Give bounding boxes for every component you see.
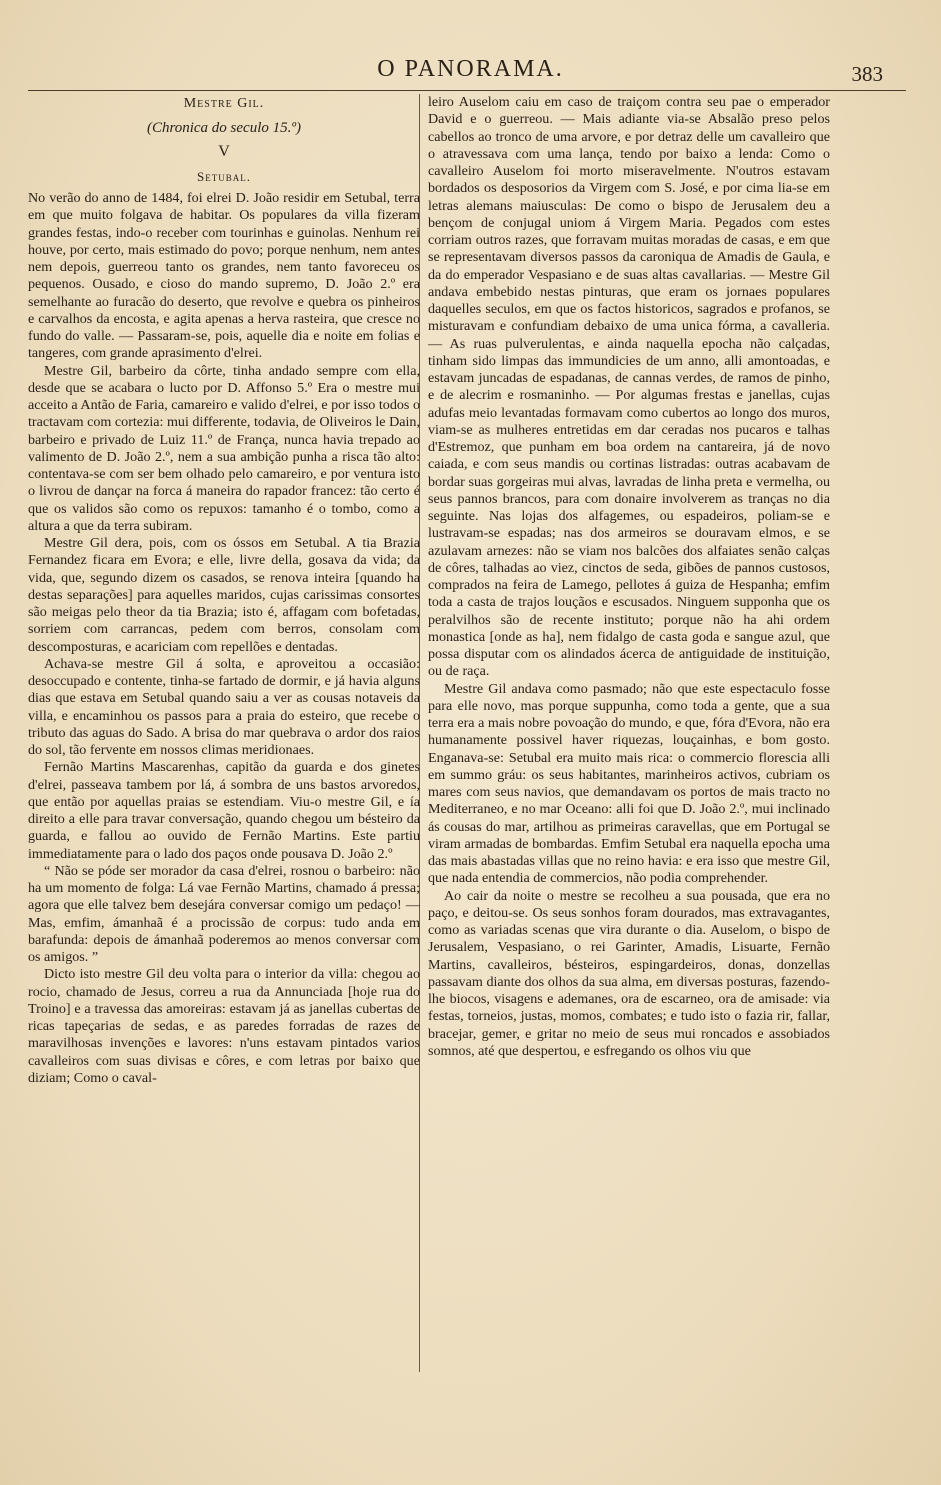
chapter-number: V: [218, 143, 230, 160]
paragraph: Fernão Martins Mascarenhas, capitão da guarda e dos ginetes d'elrei, passeava tambem por lá, á sombra de uns bastos arvoredos, que então por aquellas praias se estendiam. Viu-o mestre Gil, e ía direito a elle para travar conversação, quando chegou um bésteiro da guarda, e fallou ao ouvido de Fernão Martins. Este partiu immediatamente para o lado dos paços onde pousava D. João 2.º: [28, 759, 420, 862]
left-column: [28, 94, 420, 1087]
article-subheading: (Chronica do seculo 15.º): [146, 120, 302, 136]
article-heading: Mestre Gil.: [183, 96, 265, 111]
chapter-place: Setubal.: [197, 169, 251, 184]
paragraph: No verão do anno de 1484, foi elrei D. João residir em Setubal, terra em que muito folgava de habitar. Os populares da villa fizeram grandes festas, indo-o receber com tourinhas e guinolas. Nenhum rei houve, por certo, mais estimado do povo; porque nenhum, nem antes nem depois, guerreou tanto os grandes, nem tanto favoreceu os pequenos. Ousado, e cioso do mando supremo, D. João 2.º era semelhante ao furacão do deserto, que revolve e quebra os pinheiros e carvalhos da encosta, e agita apenas a herva rasteira, que cresce no fundo do valle. — Passaram-se, pois, aquelle dia e noite em folias e tangeres, com grande aprasimento d'elrei.: [28, 190, 420, 362]
paragraph: Mestre Gil, barbeiro da côrte, tinha andado sempre com ella, desde que se acabara o lucto por D. Affonso 5.º Era o mestre mui acceito a Antão de Faria, camareiro e valido d'elrei, e por isso todos o tractavam com cortezia: mui differente, todavia, de Oliveiros le Dain, barbeiro e privado de Luiz 11.º de França, nunca havia trepado ao valimento de D. João 2.º, nem a sua ambição punha a risca tão alto: contentava-se com ser bem olhado pelo camareiro, e por ventura isto o livrou de dançar na forca á maneira do rapador francez: tão certo é que os validos são como os repuxos: tamanho é o tombo, como a altura a que da terra subiram.: [28, 362, 420, 534]
paragraph: leiro Auselom caiu em caso de traiçom contra seu pae o emperador David e o guerreou. — Mais adiante via-se Absalão preso pelos cabellos ao tronco de uma arvore, e por detraz delle um cavalleiro que o atravessava com uma lança, tendo por baixo a lenda: Como o cavalleiro Auselom foi morto miseravelmente. N'outros estavam bordados os desposorios da Virgem com S. José, e por cima lia-se em letras alemans maiusculas: De como o bispo de Jerusalem deu a bençom de conjugal uniom á Virgem Maria. Pegados com estes corriam outros razes, que forravam muitas moradas de casas, e em que se representavam diversos passos da caroniqua de Amadis de Gaula, e da do emperador Vespasiano e de suas altas cavallarias. — Mestre Gil andava embebido nestas pinturas, que eram os jornaes populares daquelles seculos, em que os factos historicos, sagrados e profanos, se misturavam e confundiam debaixo de uma unica fórma, a cavalleria. — As ruas pulverulentas, e ainda naquella epocha não calçadas, tinham sido limpas das immundicies de um anno, alli amontoadas, e estavam juncadas de espadanas, de cannas verdes, de ramos de pinho, e de alecrim e rosmaninho. — Por algumas frestas e janellas, cujas adufas meio levantadas formavam como cubertos ao longo dos muros, viam-se as mulheres entretidas em dar ceradas nos pucaros e talhas d'Estremoz, que punham em boa ordem na cantareira, já de novo caiada, e com seus mandis ou cortinas listradas: outras acabavam de bordar suas gorgeiras mui alvas, lavradas de linha preta e vermelha, ou seus pannos brancos, para com donaire involverem as tranças no dia seguinte. Nas lojas dos alfagemes, ou espadeiros, poliam-se e lustravam-se espadas; nas dos armeiros se douravam elmos, e se azulavam arnezes: não se viam nos balcões dos alfaiates senão calças de côres, talhadas ao viez, cinctos de seda, gibões de pannos custosos, comprados na feira de Lamego, pellotes á guiza de Hespanha; emfim toda a casta de trajos louçãos e escusados. Ninguem supponha que os peralvilhos são de recente instituto; porque não ha ahi ordem monastica [onde as ha], nem fidalgo de casta goda e sangue azul, que possa disputar com os alindados ácerca de antiguidade de instituição, ou de raça.: [428, 94, 830, 680]
paragraph: Achava-se mestre Gil á solta, e aproveitou a occasião: desoccupado e contente, tinha-se fartado de dormir, e já havia alguns dias que estava em Setubal quando saiu a ver as cousas notaveis da villa, e encaminhou os passos para a praia do esteiro, que recebe o tributo das aguas do Sado. A brisa do mar quebrava o ardor dos raios do sol, tão fervente em nossos climas meridionaes.: [28, 655, 420, 758]
paragraph: Ao cair da noite o mestre se recolheu a sua pousada, que era no paço, e deitou-se. Os seus sonhos foram dourados, mas extravagantes, como as variadas scenas que vira durante o dia. Auselom, o bispo de Jerusalem, Vespasiano, o rei Garinter, Amadis, Lisuarte, Fernão Martins, cavalleiros, bésteiros, espingardeiros, donas, donzellas passavam diante dos olhos da sua alma, em diversas posturas, fazendo-lhe biocos, visagens e ademanes, ora de escarneo, ora de amisade: via festas, torneios, justas, momos, combates; e tudo isto o fazia rir, fallar, bracejar, gemer, e gritar no meio de seus mui roncados e assobiados somnos, até que despertou, e esfregando os olhos viu que: [428, 887, 830, 1059]
page-number: 383: [851, 62, 883, 86]
paragraph: Dicto isto mestre Gil deu volta para o interior da villa: chegou ao rocio, chamado de Jesus, correu a rua da Annunciada [hoje rua do Troino] e a travessa das amoreiras: estavam já as janellas cubertas de ricas tapeçarias de sedas, e as paredes forradas de razes de maravilhosas invenções e lavores: n'uns estavam pintados varios cavalleiros com suas divisas e côres, e com letras por baixo que diziam; Como o caval-: [28, 966, 420, 1086]
paragraph: Mestre Gil dera, pois, com os óssos em Setubal. A tia Brazia Fernandez ficara em Evora; e elle, livre della, gosava da vida; da vida, que, segundo dizem os casados, se renova inteira [quando ha destas separações] para aquelles maridos, cujas carissimas consortes são meigas pelo theor da tia Brazia; isto é, affagam com bofetadas, sorriem com carrancas, pedem com berros, consolam com descomposturas, e acariciam com repellões e dentadas.: [28, 535, 420, 655]
periodical-title: O PANORAMA.: [377, 56, 564, 82]
right-column: [428, 94, 830, 1060]
header-rule: [28, 90, 906, 91]
paragraph: Mestre Gil andava como pasmado; não que este espectaculo fosse para elle novo, mas porque suppunha, como toda a gente, que a sua terra era a mais nobre povoação do mundo, e que, fóra d'Evora, não era humanamente possivel haver riquezas, louçainhas, e bom gosto. Enganava-se: Setubal era muito mais rica: o commercio florescia alli em summo gráu: os seus habitantes, marinheiros activos, cubriam os mares com seus navios, que demandavam os portos de mais tracto no Mediterraneo, e no mar Oceano: alli foi que D. João 2.º, mui inclinado ás cousas do mar, artilhou as primeiras caravellas, que em Portugal se viram armadas de bombardas. Emfim Setubal era naquella epocha uma das mais abastadas villas que no reino havia: e era isso que mestre Gil, que nada entendia de commercios, não podia comprehender.: [428, 680, 830, 887]
masthead: [0, 56, 941, 88]
paragraph: “ Não se póde ser morador da casa d'elrei, rosnou o barbeiro: não ha um momento de folga: Lá vae Fernão Martins, chamado á pressa; agora que elle talvez bem desejára conversar comigo um pedaço! — Mas, emfim, ámanhaã é a procissão de corpus: tudo anda em barafunda: depois de ámanhaã poderemos ao menos conversar com os amigos. ”: [28, 862, 420, 965]
